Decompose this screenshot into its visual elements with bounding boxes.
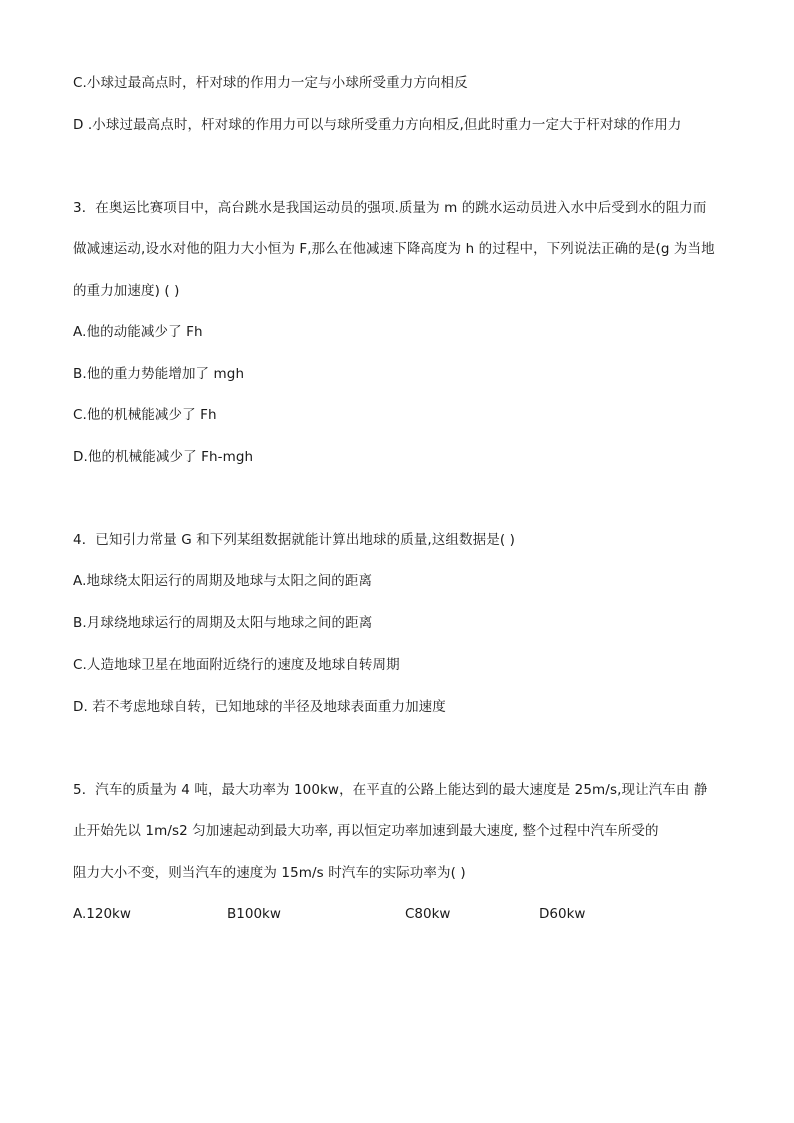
q2-option-d: D .小球过最高点时，杆对球的作用力可以与球所受重力方向相反,但此时重力一定大于杆对球的作用力 [73,117,682,133]
q3-option-b: B.他的重力势能增加了 mgh [73,366,245,382]
q3-option-a: A.他的动能减少了 Fh [73,324,203,340]
q4-option-c: C.人造地球卫星在地面附近绕行的速度及地球自转周期 [73,657,400,673]
q5-option-a: A.120kw [73,906,131,922]
q3-stem-line1: 3．在奥运比赛项目中，高台跳水是我国运动员的强项.质量为 m 的跳水运动员进入水中后受到水的阻力而 [73,200,707,216]
q3-option-c: C.他的机械能减少了 Fh [73,407,217,423]
q5-option-b: B100kw [227,906,281,922]
q3-stem-line3: 的重力加速度) ( ) [73,283,180,299]
q4-option-a: A.地球绕太阳运行的周期及地球与太阳之间的距离 [73,573,373,589]
q5-stem-line2: 止开始先以 1m/s2 匀加速起动到最大功率, 再以恒定功率加速到最大速度, 整个过程中汽车所受的 [73,823,659,839]
q4-option-b: B.月球绕地球运行的周期及太阳与地球之间的距离 [73,615,373,631]
q5-stem-line1: 5．汽车的质量为 4 吨，最大功率为 100kw，在平直的公路上能达到的最大速度是 25m/s,现让汽车由 静 [73,782,708,798]
q2-option-c: C.小球过最高点时，杆对球的作用力一定与小球所受重力方向相反 [73,75,468,91]
q5-stem-line3: 阻力大小不变，则当汽车的速度为 15m/s 时汽车的实际功率为( ) [73,865,466,881]
q5-options-row [73,905,753,925]
q5-option-d: D60kw [539,906,586,922]
q4-stem: 4．已知引力常量 G 和下列某组数据就能计算出地球的质量,这组数据是( ) [73,532,515,548]
q4-option-d: D. 若不考虑地球自转，已知地球的半径及地球表面重力加速度 [73,699,446,715]
q3-option-d: D.他的机械能减少了 Fh-mgh [73,449,254,465]
q5-option-c: C80kw [405,906,451,922]
q3-stem-line2: 做减速运动,设水对他的阻力大小恒为 F,那么在他减速下降高度为 h 的过程中，下列说法正确的是(g 为当地 [73,241,715,257]
